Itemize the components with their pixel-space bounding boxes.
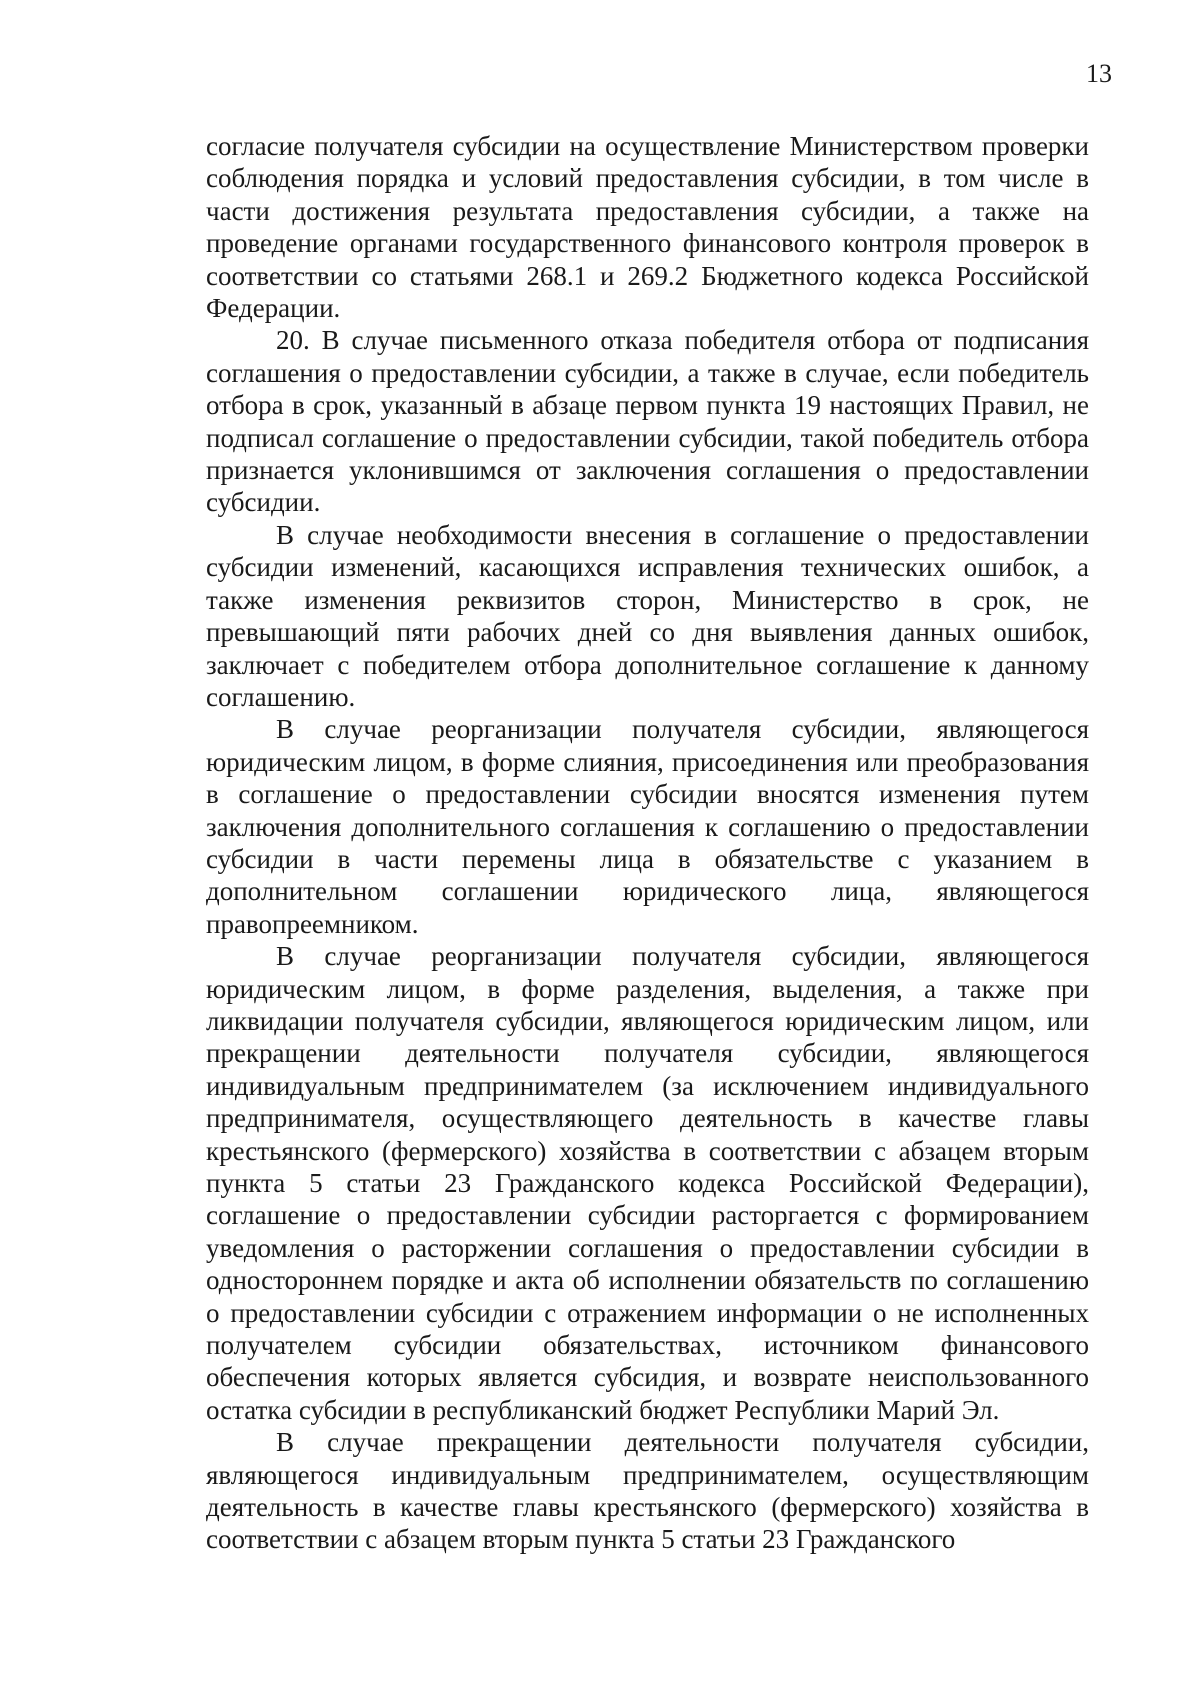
paragraph <box>206 519 1089 713</box>
page-number: 13 <box>1086 59 1112 88</box>
paragraph-text: В случае реорганизации получателя субсидии, являющегося юридическим лицом, в форме разделения, выделения, а также при ликвидации получателя субсидии, являющегося юридическим лицом, или прекращении деятельности получателя субсидии, являющегося индивидуальным предпринимателем (за исключением индивидуального предпринимателя, осуществляющего деятельность в качестве главы крестьянского (фермерского) хозяйства в соответствии с абзацем вторым пункта 5 статьи 23 Гражданского кодекса Российской Федерации), соглашение о предоставлении субсидии расторгается с формированием уведомления о расторжении соглашения о предоставлении субсидии в одностороннем порядке и акта об исполнении обязательств по соглашению о предоставлении субсидии с отражением информации о не исполненных получателем субсидии обязательствах, источником финансового обеспечения которых является субсидия, и возврате неиспользованного остатка субсидии в республиканский бюджет Республики Марий Эл. <box>206 941 1089 1425</box>
paragraph-number: 20. <box>276 325 322 356</box>
paragraph-text: согласие получателя субсидии на осуществление Министерством проверки соблюдения порядка и условий предоставления субсидии, в том числе в части достижения результата предоставления субсидии, а также на проведение органами государственного финансового контроля проверок в соответствии со статьями 268.1 и 269.2 Бюджетного кодекса Российской Федерации. <box>206 131 1089 324</box>
paragraph-text: В случае необходимости внесения в соглашение о предоставлении субсидии изменений, касающихся исправления технических ошибок, а также изменения реквизитов сторон, Министерство в срок, не превышающий пяти рабочих дней со дня выявления данных ошибок, заключает с победителем отбора дополнительное соглашение к данному соглашению. <box>206 519 1089 712</box>
paragraph-text: В случае письменного отказа победителя отбора от подписания соглашения о предоставлении субсидии, а также в случае, если победитель отбора в срок, указанный в абзаце первом пункта 19 настоящих Правил, не подписал соглашение о предоставлении субсидии, такой победитель отбора признается уклонившимся от заключения соглашения о предоставлении субсидии. <box>206 325 1090 518</box>
document-body <box>206 130 1089 1556</box>
paragraph <box>206 1426 1089 1556</box>
paragraph <box>206 713 1089 940</box>
paragraph-text: В случае реорганизации получателя субсидии, являющегося юридическим лицом, в форме слияния, присоединения или преобразования в соглашение о предоставлении субсидии вносятся изменения путем заключения дополнительного соглашения к соглашению о предоставлении субсидии в части перемены лица в обязательстве с указанием в дополнительном соглашении юридического лица, являющегося правопреемником. <box>206 714 1089 939</box>
paragraph-text: В случае прекращении деятельности получателя субсидии, являющегося индивидуальным предпринимателем, осуществляющим деятельность в качестве главы крестьянского (фермерского) хозяйства в соответствии с абзацем вторым пункта 5 статьи 23 Гражданского <box>206 1427 1089 1555</box>
paragraph-item-20 <box>206 324 1089 518</box>
paragraph <box>206 940 1089 1426</box>
paragraph-continuation <box>206 130 1089 324</box>
